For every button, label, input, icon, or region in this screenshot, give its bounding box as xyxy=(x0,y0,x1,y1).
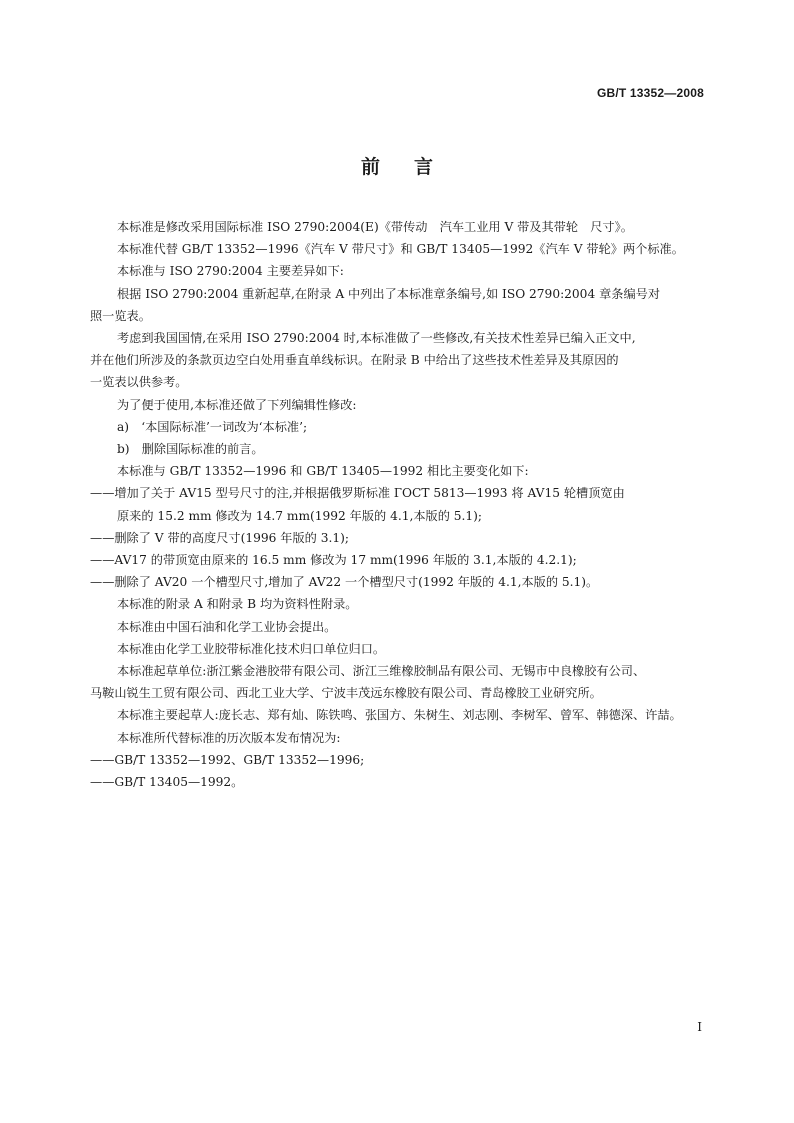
list-item-a: a) ‘本国际标准’一词改为‘本标准’; xyxy=(117,419,308,434)
standard-code: GB/T 13352—2008 xyxy=(596,86,704,100)
paragraph-drafters: 本标准主要起草人:庞长志、郑有灿、陈铁鸣、张国方、朱树生、刘志刚、李树军、曾军、韩德深、许喆。 xyxy=(117,708,682,723)
paragraph-national-conditions-line: 并在他们所涉及的条款页边空白处用垂直单线标识。在附录 B 中给出了这些技术性差异及其原因的 xyxy=(90,353,619,368)
dash-item-av20: ——删除了 AV20 一个槽型尺寸,增加了 AV22 一个槽型尺寸(1992 年版的 4.1,本版的 5.1)。 xyxy=(90,575,599,590)
page-title: 前言 xyxy=(360,156,467,178)
paragraph-proposed-by: 本标准由中国石油和化学工业协会提出。 xyxy=(117,619,337,634)
paragraph-drafting-units-line: 马鞍山锐生工贸有限公司、西北工业大学、宁波丰茂远东橡胶有限公司、青岛橡胶工业研究所。 xyxy=(90,686,602,701)
paragraph-managed-by: 本标准由化学工业胶带标准化技术归口单位归口。 xyxy=(117,641,386,656)
paragraph-adoption: 本标准是修改采用国际标准 ISO 2790:2004(E)《带传动 汽车工业用 V 带及其带轮 尺寸》。 xyxy=(117,220,633,234)
dash-item-av17: ——AV17 的带顶宽由原来的 16.5 mm 修改为 17 mm(1996 年版的 3.1,本版的 4.2.1); xyxy=(90,553,577,568)
paragraph-redraft-continuation: 照一览表。 xyxy=(90,308,151,323)
paragraph-redraft-line: 根据 ISO 2790:2004 重新起草,在附录 A 中列出了本标准章条编号,如 ISO 2790:2004 章条编号对 xyxy=(117,286,661,301)
dash-item-height: ——删除了 V 带的高度尺寸(1996 年版的 3.1); xyxy=(90,530,349,545)
dash-item-av15: ——增加了关于 AV15 型号尺寸的注,并根据俄罗斯标准 ГОСТ 5813—1993 将 AV15 轮槽顶宽由 xyxy=(90,486,625,501)
paragraph-changes-intro: 本标准与 GB/T 13352—1996 和 GB/T 13405—1992 相比主要变化如下: xyxy=(117,464,529,479)
paragraph-drafting-units-line: 本标准起草单位:浙江紫金港胶带有限公司、浙江三维橡胶制品有限公司、无锡市中良橡胶有公司、 xyxy=(117,664,646,679)
history-item: ——GB/T 13405—1992。 xyxy=(90,775,244,790)
paragraph-history-intro: 本标准所代替标准的历次版本发布情况为: xyxy=(117,730,341,745)
dash-item-av15-continuation: 原来的 15.2 mm 修改为 14.7 mm(1992 年版的 4.1,本版的 5.1); xyxy=(117,508,483,523)
paragraph-replaces: 本标准代替 GB/T 13352—1996《汽车 V 带尺寸》和 GB/T 13405—1992《汽车 V 带轮》两个标准。 xyxy=(117,242,684,257)
paragraph-national-conditions-line: 一览表以供参考。 xyxy=(90,375,188,390)
page-number: I xyxy=(697,1020,702,1034)
history-item: ——GB/T 13352—1992、GB/T 13352—1996; xyxy=(90,752,365,767)
paragraph-national-conditions-line: 考虑到我国国情,在采用 ISO 2790:2004 时,本标准做了一些修改,有关技术性差异已编入正文中, xyxy=(117,331,636,346)
paragraph-editorial-intro: 为了便于使用,本标准还做了下列编辑性修改: xyxy=(117,397,357,412)
paragraph-differences-intro: 本标准与 ISO 2790:2004 主要差异如下: xyxy=(117,264,344,279)
list-item-b: b) 删除国际标准的前言。 xyxy=(117,442,264,457)
paragraph-annexes: 本标准的附录 A 和附录 B 均为资料性附录。 xyxy=(117,597,358,612)
document-body xyxy=(90,216,705,793)
